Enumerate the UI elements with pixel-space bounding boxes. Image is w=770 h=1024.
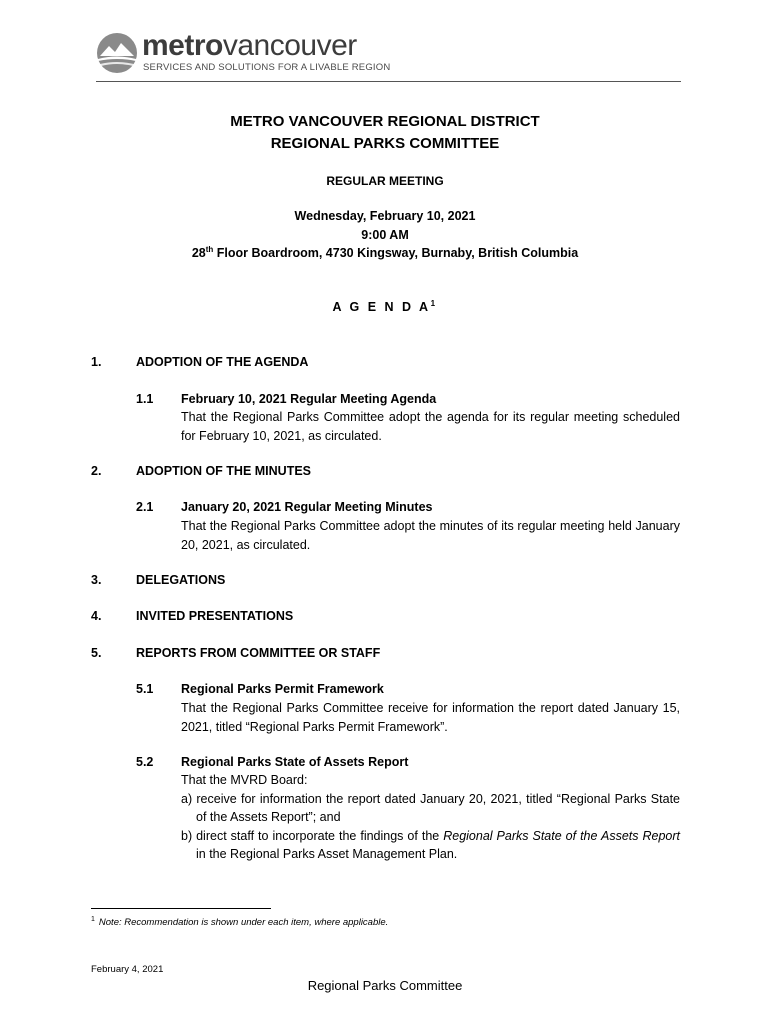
item-heading: INVITED PRESENTATIONS [136,609,294,623]
subitem-heading: February 10, 2021 Regular Meeting Agenda [181,392,437,406]
meeting-location [0,246,770,260]
item-heading: ADOPTION OF THE AGENDA [136,355,309,369]
subitem-recommendation [181,771,680,864]
subitem-number: 5.1 [136,682,154,696]
footer-committee: Regional Parks Committee [307,978,463,993]
recommendation-clause-a: a) receive for information the report dated January 20, 2021, titled “Regional Parks State of the Assets Report”; and [181,791,680,824]
location-text: Floor Boardroom, 4730 Kingsway, Burnaby, British Columbia [213,246,579,260]
subitem-heading: Regional Parks Permit Framework [181,682,384,696]
logo-tagline: SERVICES AND SOLUTIONS FOR A LIVABLE REGION [143,62,391,73]
subitem-number: 1.1 [136,392,154,406]
footnote-marker: 1 [91,916,95,923]
location-ordinal: 28 [191,246,206,260]
item-number: 1. [91,355,102,369]
footnote-divider [91,908,271,909]
agenda-heading-text: A G E N D A [332,300,431,314]
logo-wordmark [142,30,357,62]
subitem-recommendation [181,699,680,736]
logo-mark-icon [96,32,138,74]
recommendation-intro: That the MVRD Board: [181,773,308,787]
item-number: 2. [91,464,102,478]
header-divider [96,81,681,82]
subitem-recommendation [181,517,680,554]
recommendation-clause-b [181,827,680,864]
recommendation-text: That the Regional Parks Committee adopt the minutes of its regular meeting held January 20, 2021, as circulated. [181,519,680,552]
location-ordinal-suffix: th [205,244,214,254]
logo-word-metro: metro [142,29,223,62]
clause-b-text-end: in the Regional Parks Asset Management Plan. [196,847,458,861]
meeting-time: 9:00 AM [361,228,409,242]
footnote-ref: 1 [430,298,438,308]
subitem-heading: Regional Parks State of Assets Report [181,755,409,769]
clause-b-report-title: Regional Parks State of the Assets Report [443,828,681,843]
item-heading: DELEGATIONS [136,573,226,587]
item-heading: ADOPTION OF THE MINUTES [136,464,311,478]
meeting-type: REGULAR MEETING [326,174,444,188]
footnote-text: Note: Recommendation is shown under each item, where applicable. [98,917,389,929]
meeting-date: Wednesday, February 10, 2021 [294,209,476,223]
subitem-number: 5.2 [136,755,154,769]
footer-date: February 4, 2021 [91,964,164,975]
subitem-recommendation [181,408,680,445]
item-number: 3. [91,573,102,587]
document-title-line2: REGIONAL PARKS COMMITTEE [270,135,500,152]
item-number: 5. [91,646,102,660]
subitem-heading: January 20, 2021 Regular Meeting Minutes [181,500,433,514]
item-heading: REPORTS FROM COMMITTEE OR STAFF [136,646,381,660]
document-title-line1: METRO VANCOUVER REGIONAL DISTRICT [230,113,540,130]
metro-vancouver-logo [96,30,396,74]
logo-word-vancouver: vancouver [222,29,357,62]
subitem-number: 2.1 [136,500,154,514]
footnote [91,916,388,928]
clause-b-text: b) direct staff to incorporate the findings of the [181,828,444,843]
item-number: 4. [91,609,102,623]
agenda-heading [0,300,770,314]
recommendation-text: That the Regional Parks Committee receive for information the report dated January 15, 2021, titled “Regional Parks Permit Framework”. [181,701,680,734]
recommendation-text: That the Regional Parks Committee adopt the agenda for its regular meeting scheduled for February 10, 2021, as circulated. [181,410,680,443]
